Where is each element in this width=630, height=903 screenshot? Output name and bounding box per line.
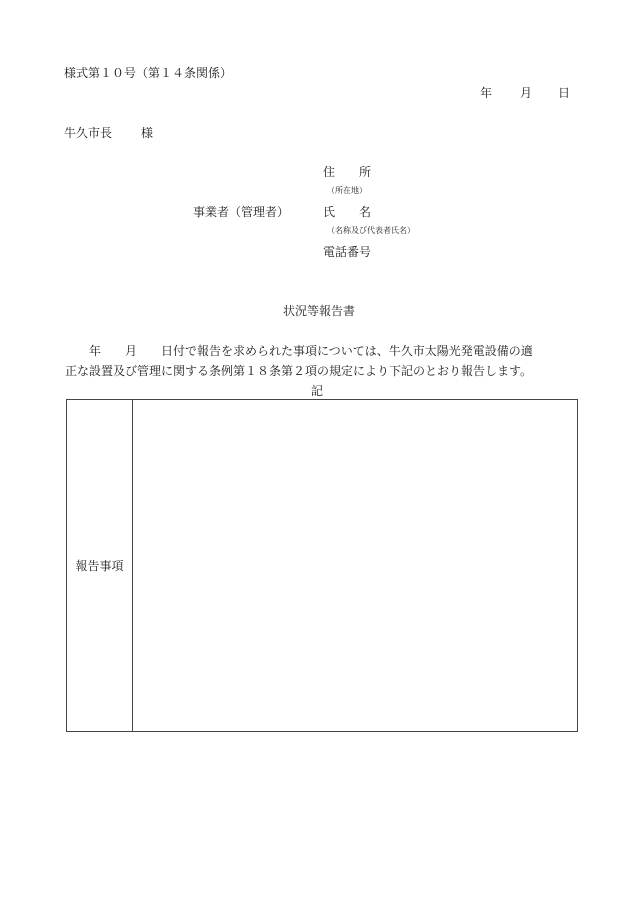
form-number: 様式第１０号（第１４条関係） (64, 66, 233, 80)
document-title: 状況等報告書 (283, 304, 356, 318)
date-month-label: 月 (520, 86, 533, 100)
report-table (66, 399, 578, 732)
name-note: （名称及び代表者氏名） (327, 226, 415, 235)
ki-heading: 記 (311, 384, 324, 398)
body-line-2: 正な設置及び管理に関する条例第１８条第２項の規定により下記のとおり報告します。 (65, 364, 533, 378)
report-items-label: 報告事項 (75, 559, 124, 573)
submitter-role: 事業者（管理者） (193, 205, 290, 219)
addressee-honorific: 様 (141, 126, 154, 140)
address-label: 住 所 (323, 165, 372, 179)
phone-label: 電話番号 (323, 245, 372, 259)
date-day-label: 日 (558, 86, 571, 100)
report-items-content[interactable] (133, 400, 577, 731)
name-label: 氏 名 (323, 205, 372, 219)
date-year-label: 年 (480, 86, 493, 100)
addressee-name: 牛久市長 (64, 126, 113, 140)
body-line-1: 年 月 日付で報告を求められた事項については、牛久市太陽光発電設備の適 (65, 344, 533, 358)
body-paragraph (65, 341, 585, 381)
address-note: （所在地） (327, 186, 367, 195)
